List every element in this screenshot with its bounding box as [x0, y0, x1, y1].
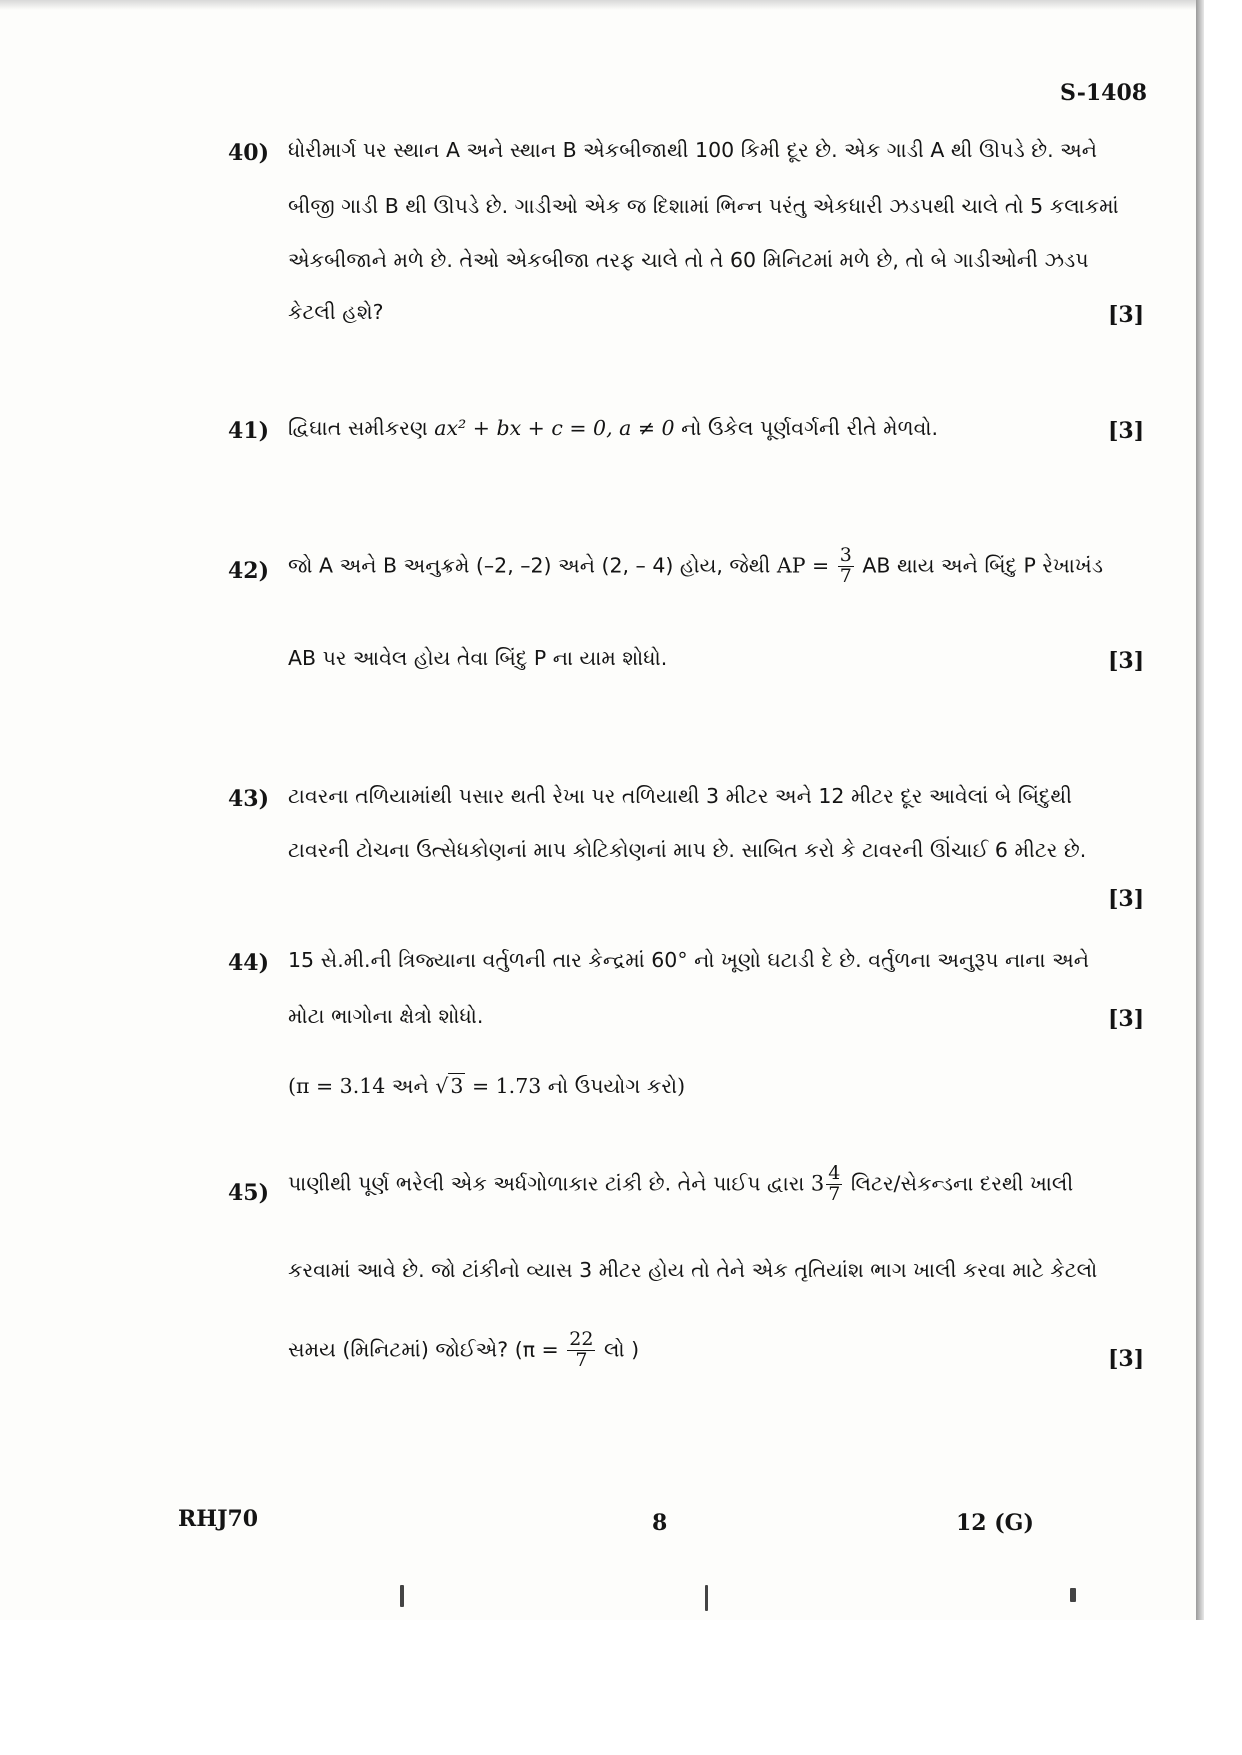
q44-note-pre: (π = 3.14 અને — [288, 1074, 429, 1098]
question-number-44: 44) — [228, 950, 270, 976]
q44-marks: [3] — [1108, 1006, 1145, 1032]
scan-speck — [400, 1585, 404, 1607]
question-number-45: 45) — [228, 1180, 270, 1206]
q45-line3-pre: સમય (મિનિટમાં) જોઈએ? (π = — [288, 1337, 559, 1362]
q41-marks: [3] — [1108, 418, 1145, 444]
q40-line-1: ધોરીમાર્ગ પર સ્થાન A અને સ્થાન B એકબીજાથી 100 કિમી દૂર છે. એક ગાડી A થી ઊપડે છે. અને — [288, 138, 1098, 162]
q42-line-2: AB પર આવેલ હોય તેવા બિંદુ P ના યામ શોધો. — [288, 646, 668, 670]
q40-line-2: બીજી ગાડી B થી ઊપડે છે. ગાડીઓ એક જ દિશામાં ભિન્ન પરંતુ એકધારી ઝડપથી ચાલે તો 5 કલાકમાં — [288, 194, 1119, 218]
q42-fraction-numerator: 3 — [839, 544, 852, 566]
q43-line-1: ટાવરના તળિયામાંથી પસાર થતી રેખા પર તળિયાથી 3 મીટર અને 12 મીટર દૂર આવેલાં બે બિંદુથી — [288, 784, 1072, 808]
q41-text-post: નો ઉકેલ પૂર્ણવર્ગની રીતે મેળવો. — [681, 416, 939, 440]
q44-note — [288, 1074, 685, 1099]
paper-code: S-1408 — [1060, 80, 1148, 106]
q42-marks: [3] — [1108, 648, 1145, 674]
footer-code-right: 12 (G) — [956, 1510, 1034, 1536]
scan-top-shadow — [0, 0, 1196, 10]
q45-line-1 — [288, 1164, 1073, 1205]
q42-fraction-denominator: 7 — [839, 564, 852, 587]
q45-marks: [3] — [1108, 1346, 1145, 1372]
q44-sqrt: √3 — [435, 1074, 464, 1098]
q43-marks: [3] — [1108, 886, 1145, 912]
footer-code-left: RHJ70 — [178, 1506, 259, 1532]
question-number-42: 42) — [228, 558, 270, 584]
question-number-41: 41) — [228, 418, 270, 444]
q43-line-2: ટાવરની ટોચના ઉત્સેધકોણનાં માપ કોટિકોણનાં માપ છે. સાબિત કરો કે ટાવરની ઊંચાઈ 6 મીટર છે. — [288, 838, 1087, 862]
q45-mixed-fraction — [826, 1164, 842, 1205]
q45-text-pre: પાણીથી પૂર્ણ ભરેલી એક અર્ધગોળાકાર ટાંકી છે. તેને પાઈપ દ્વારા — [288, 1171, 805, 1196]
q42-text-pre: જો A અને B અનુક્રમે (–2, –2) અને (2, – 4) હોય, જેથી — [288, 553, 771, 578]
q45-text-post: લિટર/સેકન્ડના દરથી ખાલી — [850, 1171, 1074, 1196]
q44-line-1: 15 સે.મી.ની ત્રિજ્યાના વર્તુળની તાર કેન્દ્રમાં 60° નો ખૂણો ઘટાડી દે છે. વર્તુળના અનુરૂપ નાના અને — [288, 948, 1089, 972]
q44-line-2: મોટા ભાગોના ક્ષેત્રો શોધો. — [288, 1004, 484, 1028]
q45-pi-numerator: 22 — [569, 1328, 594, 1350]
q40-line-4: કેટલી હશે? — [288, 300, 384, 324]
q45-fraction-numerator: 4 — [828, 1162, 841, 1184]
page-edge-shadow — [1196, 0, 1204, 1620]
q41-line — [288, 416, 938, 441]
question-number-40: 40) — [228, 140, 270, 166]
question-number-43: 43) — [228, 786, 270, 812]
q42-line-1 — [288, 546, 1103, 587]
q41-equation: ax² + bx + c = 0, a ≠ 0 — [434, 416, 675, 440]
q42-fraction — [838, 546, 854, 587]
q42-text-post: AB થાય અને બિંદુ P રેખાખંડ — [862, 553, 1103, 578]
q45-fraction-denominator: 7 — [828, 1182, 841, 1205]
scan-speck — [705, 1585, 708, 1611]
page-number: 8 — [652, 1510, 668, 1536]
q45-line3-post: લો ) — [604, 1337, 640, 1362]
q44-note-post: = 1.73 નો ઉપયોગ કરો) — [471, 1074, 686, 1098]
q45-line-2: કરવામાં આવે છે. જો ટાંકીનો વ્યાસ 3 મીટર હોય તો તેને એક તૃતિયાંશ ભાગ ખાલી કરવા માટે કેટલો — [288, 1258, 1098, 1282]
scan-speck — [1070, 1588, 1076, 1602]
q45-mixed-whole: 3 — [810, 1171, 825, 1196]
q42-ap: AP = — [776, 553, 830, 578]
q44-sqrt-radicand: 3 — [450, 1074, 464, 1098]
q45-pi-fraction — [567, 1330, 595, 1371]
q45-line-3 — [288, 1330, 639, 1371]
q45-pi-denominator: 7 — [575, 1348, 588, 1371]
q40-line-3: એકબીજાને મળે છે. તેઓ એકબીજા તરફ ચાલે તો તે 60 મિનિટમાં મળે છે, તો બે ગાડીઓની ઝડપ — [288, 248, 1089, 272]
q41-text-pre: દ્વિઘાત સમીકરણ — [288, 416, 428, 440]
q40-marks: [3] — [1108, 302, 1145, 328]
